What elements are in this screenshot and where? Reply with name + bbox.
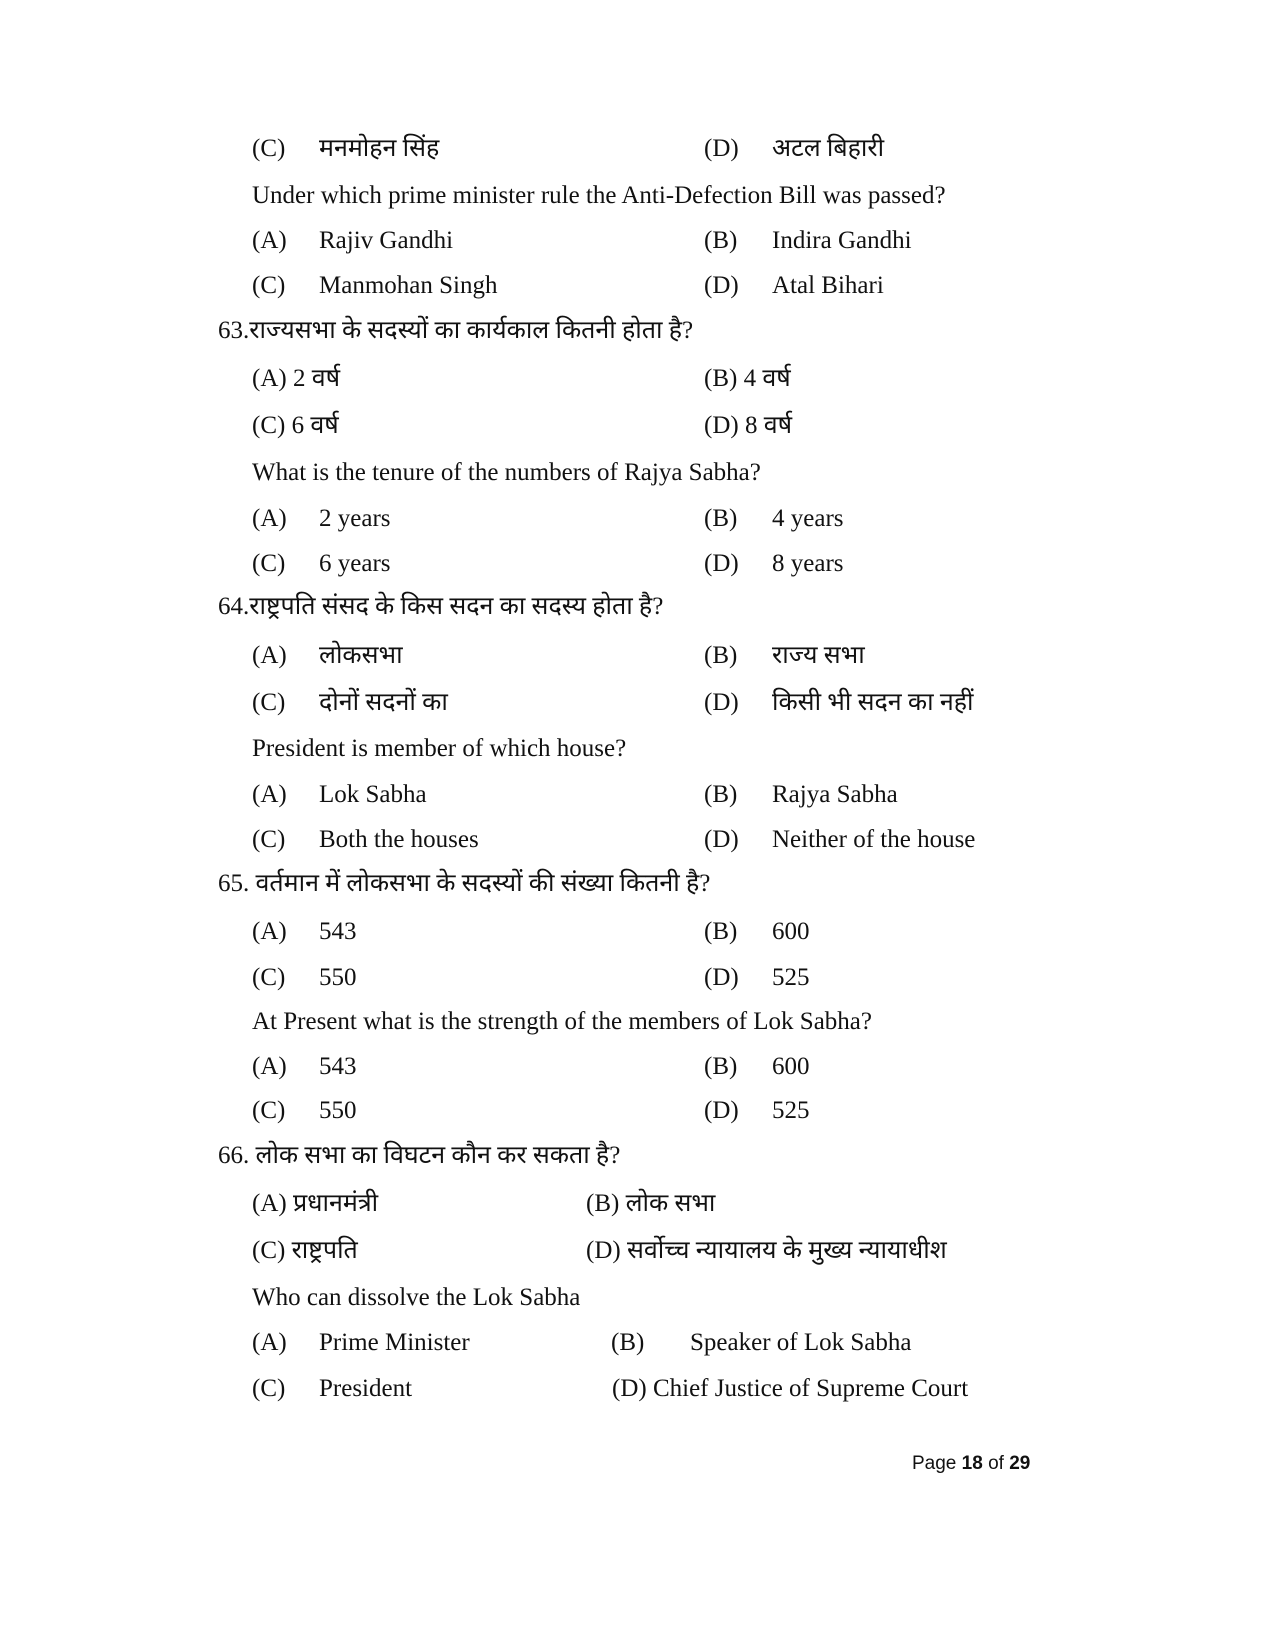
option-text-a: 543 — [319, 918, 357, 945]
option-d: (D) 8 वर्ष — [704, 412, 793, 439]
option-label-b: (B) — [704, 1053, 738, 1080]
option-d: (D) सर्वोच्च न्यायालय के मुख्य न्यायाधीश — [586, 1237, 947, 1264]
option-label-a: (A) — [252, 918, 287, 945]
option-label-c: (C) — [252, 826, 286, 853]
option-text-b: 600 — [772, 1053, 810, 1080]
option-text-a: 543 — [319, 1053, 357, 1080]
option-text-a: लोकसभा — [319, 642, 403, 669]
option-text-c: 550 — [319, 964, 357, 991]
option-text-d: Atal Bihari — [772, 272, 884, 299]
option-text-c: मनमोहन सिंह — [319, 135, 440, 162]
option-label-d: (D) — [704, 689, 739, 716]
option-text-d: 525 — [772, 964, 810, 991]
option-label-b: (B) — [704, 642, 738, 669]
option-text-c: President — [319, 1375, 413, 1402]
option-text-d: 525 — [772, 1097, 810, 1124]
option-label-a: (A) — [252, 642, 287, 669]
option-label-a: (A) — [252, 1329, 287, 1356]
option-a: (A) प्रधानमंत्री — [252, 1190, 379, 1217]
option-label-c: (C) — [252, 689, 286, 716]
option-label-c: (C) — [252, 1097, 286, 1124]
option-text-c: Both the houses — [319, 826, 479, 853]
option-text-c: 550 — [319, 1097, 357, 1124]
option-label-d: (D) — [704, 826, 739, 853]
option-text-a: Prime Minister — [319, 1329, 470, 1356]
option-text-d: किसी भी सदन का नहीं — [772, 689, 974, 716]
option-text-a: 2 years — [319, 505, 391, 532]
option-label-b: (B) — [611, 1329, 645, 1356]
option-label-a: (A) — [252, 1053, 287, 1080]
option-label-d: (D) — [704, 550, 739, 577]
option-text-a: Rajiv Gandhi — [319, 227, 454, 254]
question-64-hi: 64.राष्ट्रपति संसद के किस सदन का सदस्य होता है? — [218, 593, 664, 620]
option-label-a: (A) — [252, 227, 287, 254]
question-text-en: Under which prime minister rule the Anti-Defection Bill was passed? — [252, 182, 946, 209]
option-text-d: 8 years — [772, 550, 844, 577]
current-page: 18 — [961, 1453, 983, 1474]
option-label-b: (B) — [704, 781, 738, 808]
option-label-c: (C) — [252, 135, 286, 162]
option-text-c: Manmohan Singh — [319, 272, 498, 299]
option-text-d: Neither of the house — [772, 826, 976, 853]
question-66-en: Who can dissolve the Lok Sabha — [252, 1284, 581, 1311]
question-64-en: President is member of which house? — [252, 735, 627, 762]
option-text-b: 4 years — [772, 505, 844, 532]
option-label-a: (A) — [252, 781, 287, 808]
question-63-en: What is the tenure of the numbers of Rajya Sabha? — [252, 459, 761, 486]
option-text-c: 6 years — [319, 550, 391, 577]
option-label-c: (C) — [252, 1375, 286, 1402]
option-b: (B) 4 वर्ष — [704, 365, 791, 392]
option-label-d: (D) — [704, 135, 739, 162]
option-text-b: Indira Gandhi — [772, 227, 912, 254]
total-pages: 29 — [1009, 1453, 1031, 1474]
option-label-b: (B) — [704, 918, 738, 945]
page-middle: of — [982, 1453, 1010, 1474]
option-text-a: Lok Sabha — [319, 781, 427, 808]
question-63-hi: 63.राज्यसभा के सदस्यों का कार्यकाल कितनी होता है? — [218, 317, 694, 344]
option-label-c: (C) — [252, 964, 286, 991]
option-label-d: (D) — [704, 1097, 739, 1124]
option-label-c: (C) — [252, 272, 286, 299]
question-65-en: At Present what is the strength of the members of Lok Sabha? — [252, 1008, 872, 1035]
option-c: (C) राष्ट्रपति — [252, 1237, 358, 1264]
option-label-b: (B) — [704, 227, 738, 254]
option-label-d: (D) — [704, 272, 739, 299]
option-text-b: राज्य सभा — [772, 642, 865, 669]
option-d: (D) Chief Justice of Supreme Court — [612, 1375, 969, 1402]
option-label-d: (D) — [704, 964, 739, 991]
option-label-a: (A) — [252, 505, 287, 532]
question-65-hi: 65. वर्तमान में लोकसभा के सदस्यों की संख्या कितनी है? — [218, 870, 711, 897]
question-66-hi: 66. लोक सभा का विघटन कौन कर सकता है? — [218, 1142, 621, 1169]
option-text-c: दोनों सदनों का — [319, 689, 448, 716]
page-number — [912, 1452, 1030, 1476]
option-text-d: अटल बिहारी — [772, 135, 885, 162]
option-text-b: Rajya Sabha — [772, 781, 898, 808]
option-label-b: (B) — [704, 505, 738, 532]
page-prefix: Page — [912, 1453, 962, 1474]
option-text-b: 600 — [772, 918, 810, 945]
option-label-c: (C) — [252, 550, 286, 577]
option-c: (C) 6 वर्ष — [252, 412, 339, 439]
option-text-b: Speaker of Lok Sabha — [690, 1329, 912, 1356]
option-a: (A) 2 वर्ष — [252, 365, 341, 392]
option-b: (B) लोक सभा — [586, 1190, 716, 1217]
